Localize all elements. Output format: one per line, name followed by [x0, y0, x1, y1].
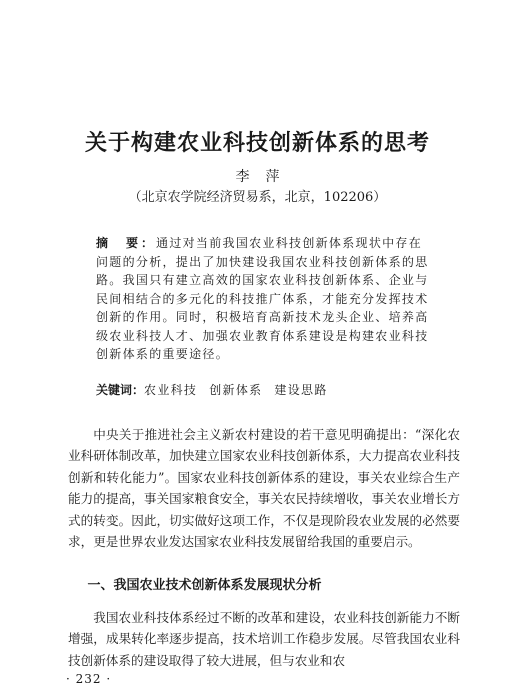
article-title: 关于构建农业科技创新体系的思考: [84, 131, 430, 156]
keyword-item: 建设思路: [274, 383, 328, 397]
abstract-block: [96, 234, 430, 364]
keyword-item: 创新体系: [209, 383, 263, 397]
keywords-label: 关键词：: [96, 383, 145, 397]
abstract-text: 通过对当前我国农业科技创新体系现状中存在问题的分析，提出了加快建设我国农业科技创新体系的思路。我国只有建立高效的国家农业科技创新体系、企业与民间相结合的多元化的科技推广体系，才能充分发挥技术创新的作用。同时，积极培育高新技术龙头企业、培养高级农业科技人才、加强农业教育体系建设是构建农业科技创新体系的重要途径。: [96, 236, 429, 361]
section-heading: 一、我国农业技术创新体系发展现状分析: [87, 578, 322, 593]
body-paragraph: 我国农业科技体系经过不断的改革和建设，农业科技创新能力不断增强，成果转化率逐步提高，技术培训工作稳步发展。尽管我国农业科技创新体系的建设取得了较大进展，但与农业和农: [68, 610, 460, 668]
abstract-label: 摘 要：: [96, 236, 157, 250]
author-affiliation: （北京农学院经济贸易系，北京，102206）: [128, 190, 387, 205]
keywords-block: [96, 381, 436, 399]
page-number: · 232 ·: [66, 672, 112, 683]
article-author: 李萍: [235, 169, 296, 185]
keyword-item: 农业科技: [144, 383, 198, 397]
body-paragraph: 中央关于推进社会主义新农村建设的若干意见明确提出：“深化农业科研体制改革，加快建立国家农业科技创新体系，大力提高农业科技创新和转化能力”。国家农业科技创新体系的建设，事关农业综合生产能力的提高，事关国家粮食安全，事关农民持续增收，事关农业增长方式的转变。因此，切实做好这项工作，不仅是现阶段农业发展的必然要求，更是世界农业发达国家农业科技发展留给我国的重要启示。: [68, 427, 460, 550]
